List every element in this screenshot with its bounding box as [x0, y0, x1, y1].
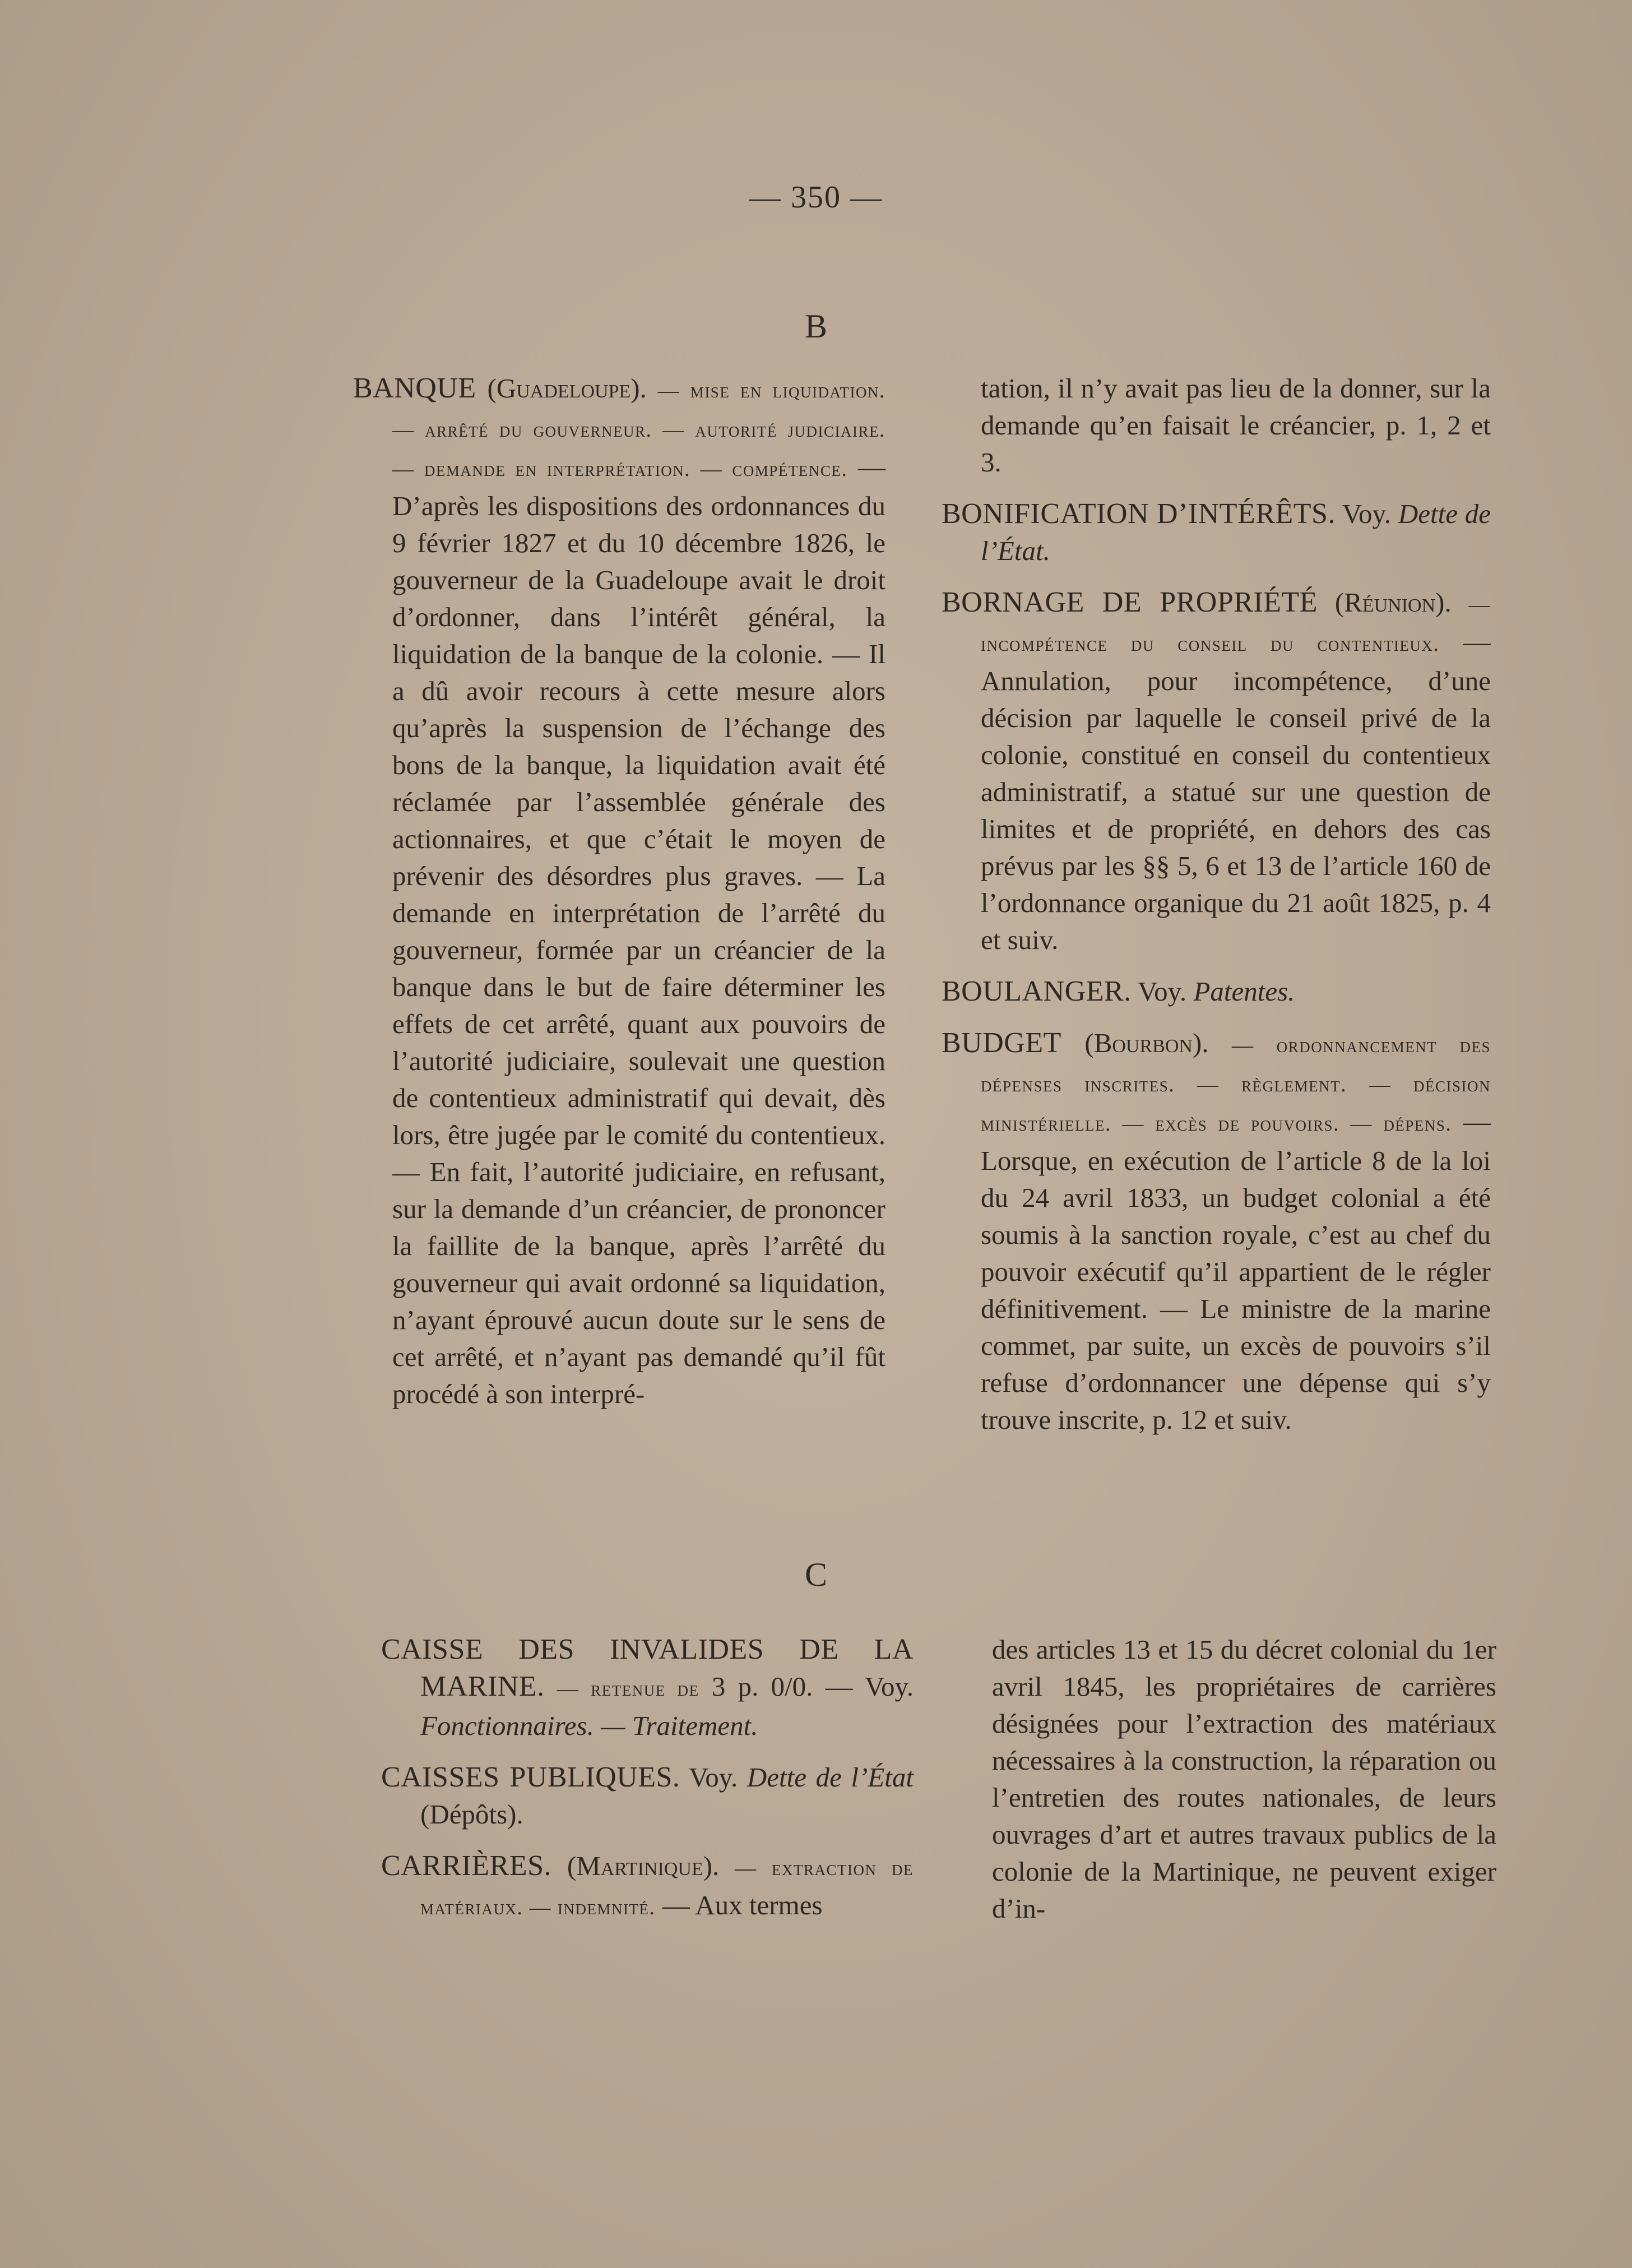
section-letter-c: C: [804, 1556, 828, 1593]
entry-text: — D’après les dispositions des ordonnances du 9 février 1827 et du 10 décembre 1826, le gouverneur de la Guadeloupe avait le droit d’ordonner, dans l’intérêt général, la liquidation de la banque de la colonie. — Il a dû avoir recours à cette mesure alors qu’après la suspension de l’échange des bons de la banque, la liquidation avait été réclamée par l’assemblée générale des actionnaires, et que c’était le moyen de prévenir des désordres plus graves. — La demande en interprétation de l’arrêté du gouverneur, formée par un créancier de la banque dans le but de faire déterminer les effets de cet arrêté, quant aux pouvoirs de l’autorité judiciaire, soulevait une question de contentieux administratif qui devait, dès lors, être jugée par le comité du contentieux. — En fait, l’autorité judiciaire, en refusant, sur la demande d’un créancier, de prononcer la faillite de la banque, après l’arrêté du gouverneur qui avait ordonné sa liquidation, n’ayant éprouvé aucun doute sur le sens de cet arrêté, et n’ayant pas demandé qu’il fût procédé à son interpré-: [392, 451, 885, 1409]
entry-boulanger: [942, 973, 1491, 1010]
entry-ref: Dette de l’État.: [981, 498, 1491, 566]
entry-head: BORNAGE DE PROPRIÉTÉ: [942, 586, 1318, 618]
entry-place: (Martinique).: [567, 1850, 720, 1881]
entry-ref: Patentes.: [1193, 976, 1295, 1007]
entry-voy: Voy.: [1138, 976, 1187, 1007]
entry-head: BOULANGER.: [942, 975, 1132, 1007]
entry-keywords: — retenue de: [557, 1677, 699, 1701]
entry-ref: Dette de l’État: [747, 1762, 914, 1793]
column-left-c: [381, 1631, 914, 1941]
entry-keywords: — mise en liquidation. — arrêté du gouverneur. — autorité judiciaire. — demande en interprétation. — compétence.: [392, 379, 885, 481]
entry-voy: Voy.: [689, 1762, 738, 1793]
entry-voy: — Voy.: [825, 1671, 914, 1702]
entry-bornage: [942, 584, 1491, 959]
entry-head: BUDGET: [942, 1027, 1061, 1059]
entry-keywords: — extraction de matériaux. — indemnité.: [420, 1857, 914, 1919]
entry-keywords: — ordonnancement des dépenses inscrites. — règlement. — décision ministérielle. — excès de pouvoirs. — dépens.: [981, 1034, 1491, 1136]
entry-head: CARRIÈRES.: [381, 1850, 552, 1882]
entry-place: (Réunion).: [1334, 587, 1452, 618]
column-left-b: [353, 370, 885, 1427]
entry-banque: [353, 370, 885, 1413]
entry-head: BANQUE: [353, 372, 476, 404]
entry-ref: Fonctionnaires. — Traitement.: [420, 1710, 758, 1741]
entry-place: (Bourbon).: [1084, 1027, 1209, 1058]
entry-text: — Aux termes: [662, 1890, 823, 1920]
entry-budget: [942, 1025, 1491, 1438]
entry-carrieres: [381, 1848, 914, 1926]
column-right-b: [942, 370, 1491, 1453]
entry-voy: Voy.: [1342, 498, 1392, 529]
entry-text: — Annulation, pour incompétence, d’une décision par laquelle le conseil privé de la colonie, constitué en conseil du contentieux administratif, a statué sur une question de limites et de propriété, en dehors des cas prévus par les §§ 5, 6 et 13 de l’article 160 de l’ordonnance organique du 21 août 1825, p. 4 et suiv.: [981, 626, 1491, 955]
entry-caisses-publiques: [381, 1759, 914, 1833]
entry-text: — Lorsque, en exécution de l’article 8 de la loi du 24 avril 1833, un budget colonial a été soumis à la sanction royale, c’est au chef du pouvoir exécutif qu’il appartient de le régler définitivement. — Le ministre de la marine commet, par suite, un excès de pouvoirs s’il refuse d’ordonnancer une dépense qui s’y trouve inscrite, p. 12 et suiv.: [981, 1106, 1491, 1435]
entry-caisse-invalides: [381, 1631, 914, 1744]
entry-tail: (Dépôts).: [420, 1799, 523, 1830]
section-letter-b: B: [804, 308, 828, 345]
page-number: — 350 —: [749, 180, 883, 215]
column-right-c: [992, 1631, 1496, 1942]
entry-keywords: — incompétence du conseil du contentieux.: [981, 593, 1491, 656]
entry-head: CAISSES PUBLIQUES.: [381, 1761, 680, 1793]
entry-rate: 3 p. 0/0.: [711, 1671, 813, 1702]
entry-head: BONIFICATION D’INTÉRÊTS.: [942, 498, 1336, 530]
entry-continuation: tation, il n’y avait pas lieu de la donner, sur la demande qu’en faisait le créancier, p. 1, 2 et 3.: [981, 373, 1491, 478]
entry-place: (Guadeloupe).: [487, 373, 647, 404]
entry-bonification: [942, 496, 1491, 570]
entry-head: CAISSE DES INVALIDES DE LA MARINE.: [381, 1633, 914, 1702]
entry-continuation: des articles 13 et 15 du décret colonial du 1er avril 1845, les propriétaires de carrières désignées pour l’extraction des matériaux nécessaires à la construction, la réparation ou l’entretien des routes nationales, de leurs ouvrages d’art et autres travaux publics de la colonie de la Martinique, ne peuvent exiger d’in-: [992, 1634, 1496, 1924]
